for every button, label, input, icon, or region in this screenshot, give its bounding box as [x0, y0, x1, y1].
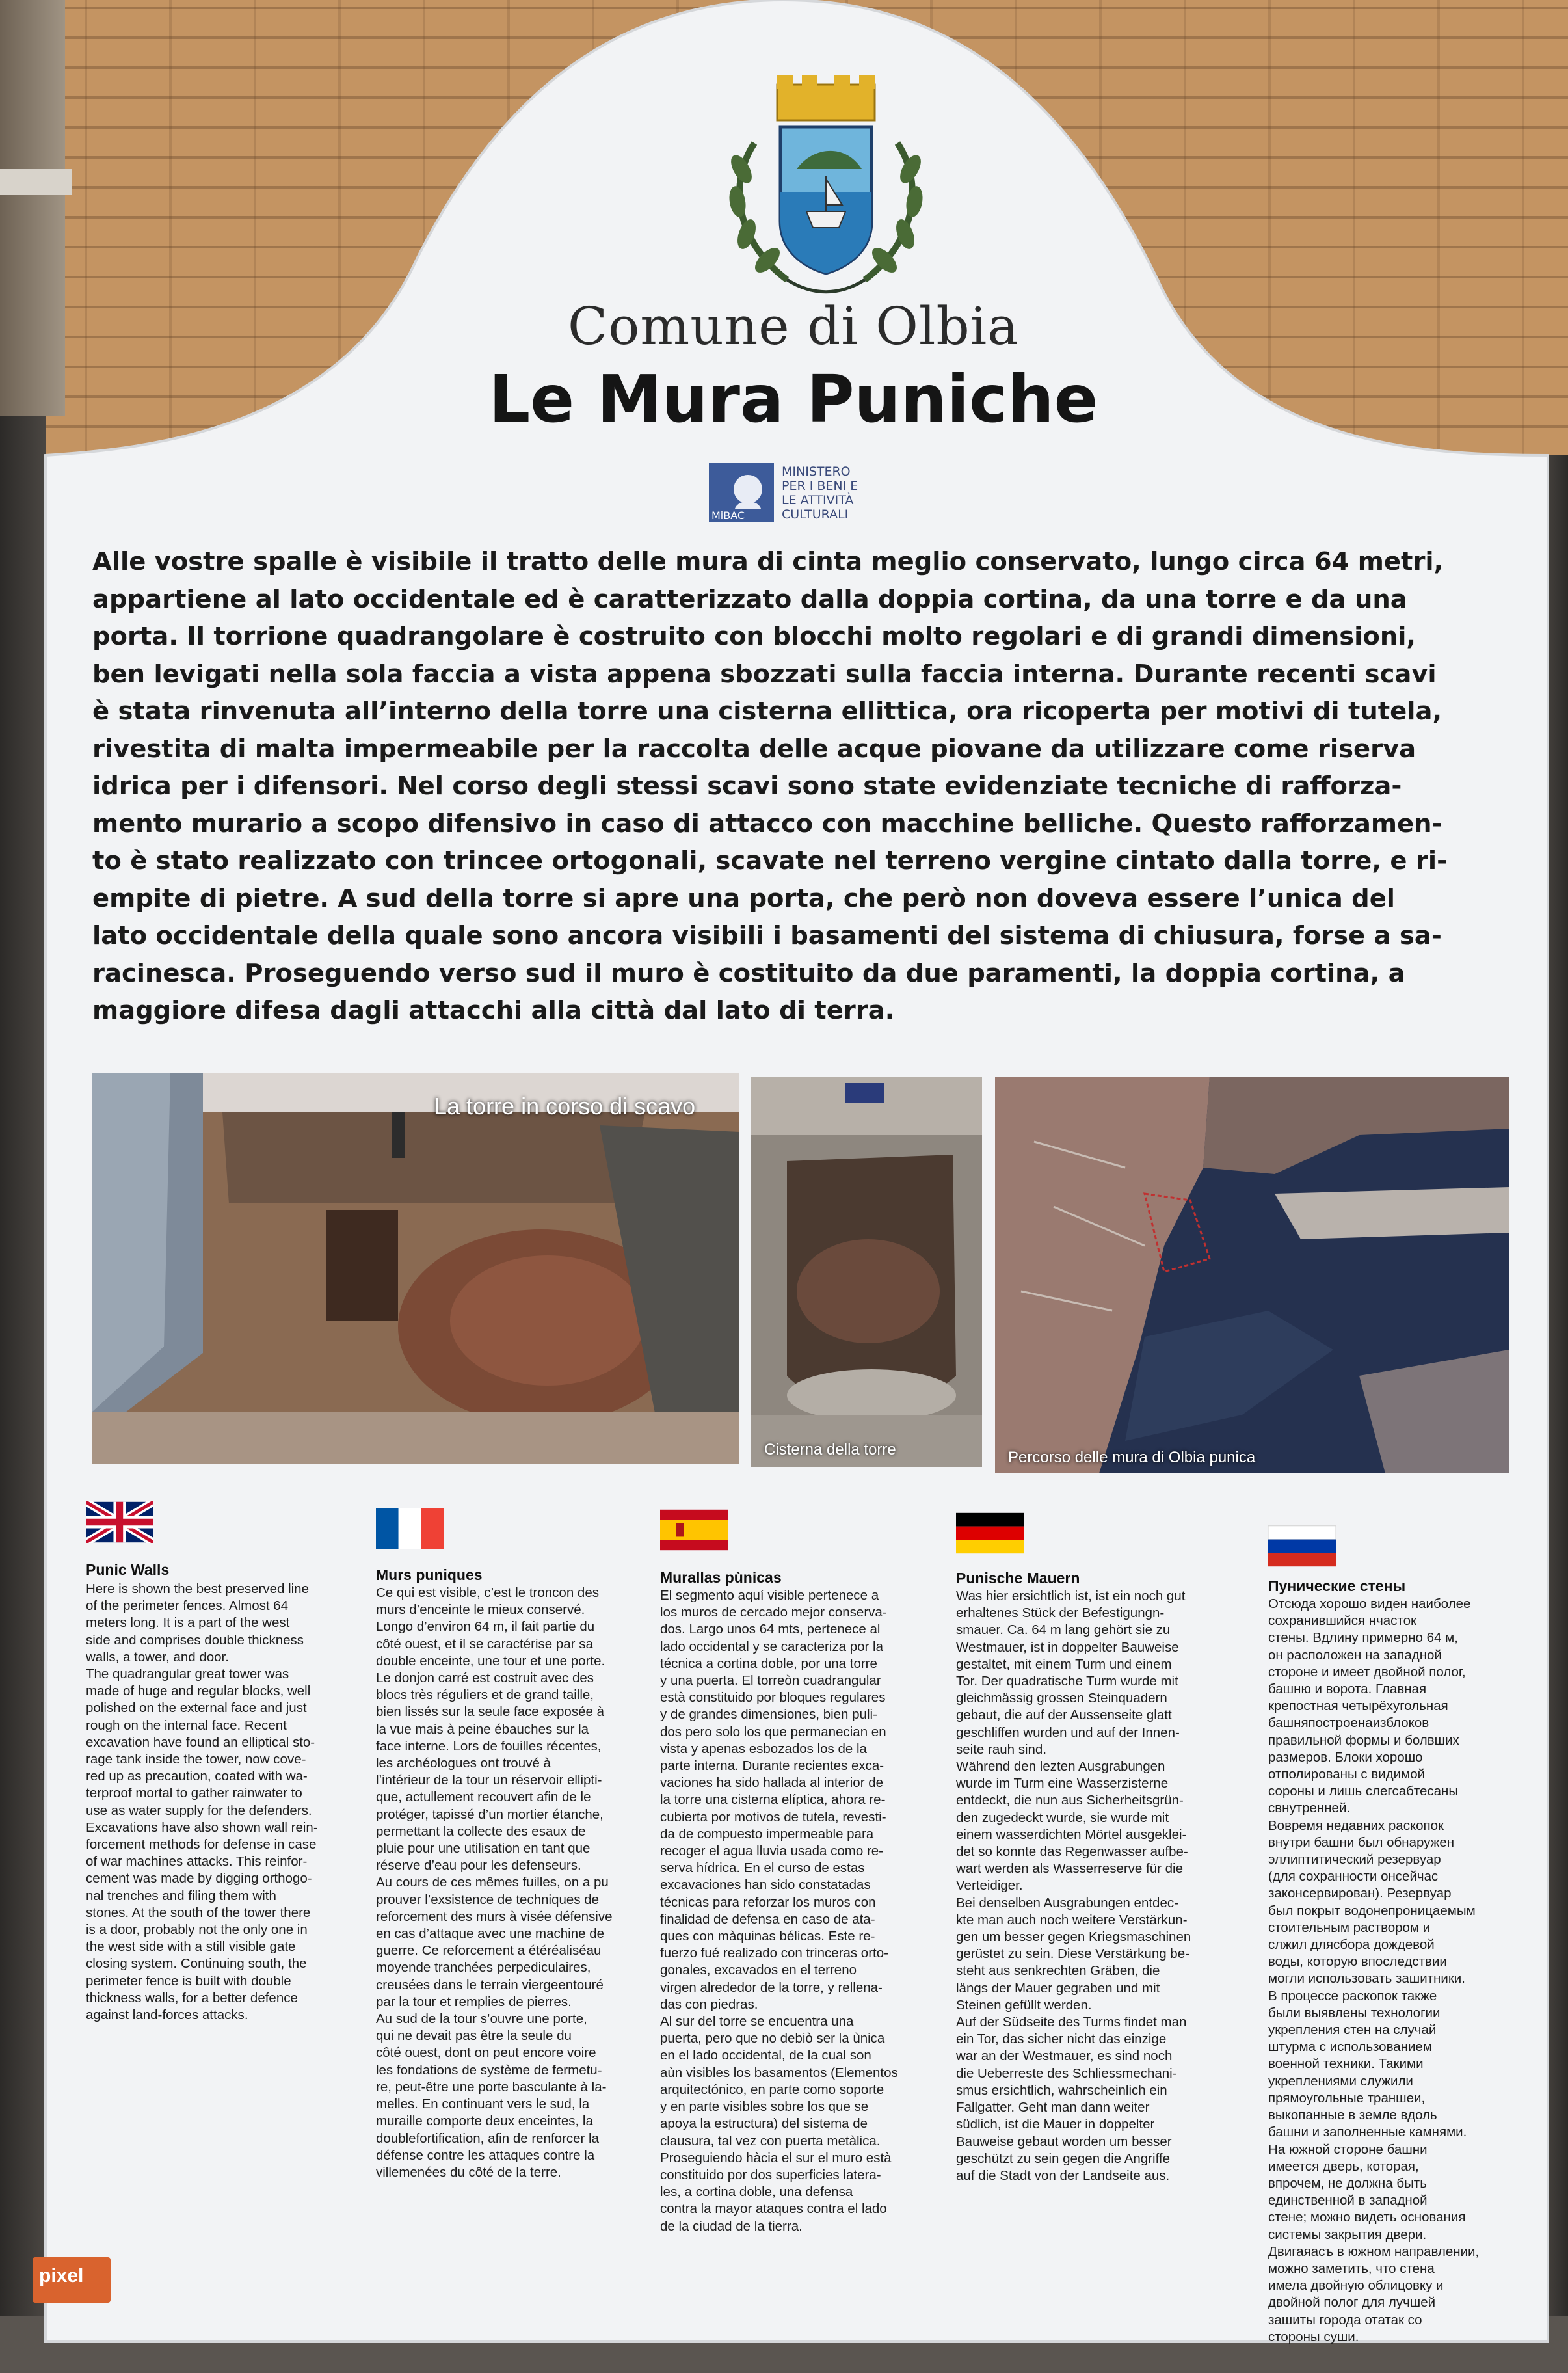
column-text: Ce qui est visible, c’est le troncon des murs d’enceinte le mieux conservé. Longo d’environ 64 m, il fait partie du côté ouest, et il se caractérise par sa double enceinte, une tour et une porte. Le donjon carré est costruit avec des blocs très réguliers et de grand taille, bien lissés sur la seule face exposée à la vue mais à peine ébauches sur la face interne. Lors de fouilles récentes, les archéologues ont trouvé à l’intérieur de la tour un réservoir ellipti- que, actullement recouvert afin de le protéger, tapissé d’un mortier étanche, permettant la collecte des esaux de pluie pour une utilisation en tant que réserve d’eau pour les defenseurs. Au cours de ces mêmes fuilles, on a pu prouver l’exsistence de techniques de reforcement des murs à visée défensive en cas d’attaque avec une machine de guerre. Ce reforcement a étéréaliséau moyende tranchées perpediculaires, creusées dans le terrain viergeentouré par la tour et remplies de pierres. Au sud de la tour s’ouvre une porte, qui ne devait pas être la seule du côté ouest, dont on peut encore voire les fondations de système de fermetu- re, peut-être une porte basculante à la- melles. En continuant vers le sud, la muraille comporte deux enceintes, la doublefortification, afin de renforcer la défense contre les attaques contre la villemenées du côté de la terre.	[376, 1585, 613, 2180]
ministero-text	[782, 464, 925, 522]
column-title: Murallas pùnicas	[660, 1569, 782, 1586]
photo-tower-excavation	[92, 1073, 739, 1464]
column-text: Was hier ersichtlich ist, ist ein noch gut erhaltenes Stück der Befestigungn- smauer. Ca. 64 m lang gehört sie zu Westmauer, ist in doppelter Bauweise gestaltet, mit einem Turm und einem Tor. Der quadratische Turm wurde mit gleichmässig grossen Steinquadern gebaut, die auf der Aussenseite glatt geschliffen wurden und auf der Innen- seite rauh sind. Während den lezten Ausgrabungen wurde im Turm eine Wasserzisterne entdeckt, die nun aus Sicherheitsgrün- den zugedeckt wurde, sie wurde mit einem wasserdichten Mörtel ausgeklei- det so konnte das Regenwasser aufbe- wart werden als Wasserreserve für die Verteidiger. Bei denselben Ausgrabungen entdec- kte man auch noch weitere Verstärkun- gen um besser gegen Kriegsmaschinen gerüstet zu sein. Diese Verstärkung be- steht aus senkrechten Gräben, die längs der Mauer gegraben und mit Steinen gefüllt werden. Auf der Südseite des Turms findet man ein Tor, das sicher nicht das einzige war an der Westmauer, es sind noch die Ueberreste des Schliessmechani- smus ersichtlich, wahrscheinlich ein Fallgatter. Geht man dann weiter südlich, ist die Mauer in doppelter Bauweise gebaut worden um besser geschützt zu sein gegen die Angriffe auf die Stadt von der Landseite aus.	[956, 1589, 1191, 2183]
column-text: El segmento aquí visible pertenece a los muros de cercado mejor conserva- dos. Largo unos 64 mts, pertenece al lado occidental y se caracteriza por la técnica a cortina doble, por una torre y una puerta. El torreòn cuadrangular està constituido por bloques regulares y de grandes dimensiones, bien puli- dos pero solo los que permanecian en vista y apenas esbozados los de la parte interna. Durante recientes exca- vaciones ha sido hallada al interior de la torre una cisterna elíptica, ahora re- cubierta por motivos de tutela, revesti- da de compuesto impermeable para recoger el agua lluvia usada como re- serva hídrica. En el curso de estas excavaciones han sido constatadas técnicas para reforzar los muros con finalidad de defensa en caso de ata- ques con màquinas bélicas. Este re- fuerzo fué realizado con trinceras orto- gonales, excavados en el terreno virgen alrededor de la torre, y rellena- das con piedras. Al sur del torre se encuentra una puerta, pero que no debiò ser la ùnica en el lado occidental, de la cual son aùn visibles los basamentos (Elementos arquitectónico, en parte como soporte y en parte visibles sobre los que se apoya la estructura) del sistema de clausura, tal vez con puerta metàlica. Proseguiendo hàcia el sur el muro està constituido por dos superficies latera- les, a cortina doble, una defensa contra la mayor ataques contra el lado de la ciudad de la tierra.	[660, 1588, 898, 2234]
spain-flag-icon	[660, 1509, 728, 1551]
ministero-line: PER I BENI E	[782, 479, 858, 493]
aerial-map-image	[995, 1077, 1509, 1473]
column-title: Пунические стены	[1268, 1577, 1406, 1594]
column-title: Punic Walls	[86, 1561, 170, 1578]
sign-content	[39, 0, 1548, 2342]
pixel-badge: pixel	[33, 2257, 111, 2303]
photo-cistern	[751, 1077, 982, 1467]
russia-flag-icon	[1268, 1525, 1336, 1567]
ministero-line: LE ATTIVITÀ	[782, 493, 854, 507]
page-title: Le Mura Puniche	[488, 361, 1098, 437]
intro-paragraph: Alle vostre spalle è visibile il tratto delle mura di cinta meglio conservato, lungo circa 64 metri, appartiene al lato occidentale ed è caratterizzato dalla doppia cortina, da una torre e da una porta. Il torrione quadrangolare è costruito con blocchi molto regolari e di grandi dimensioni, ben levigati nella sola faccia a vista appena sbozzati sulla faccia interna. Durante recenti scavi è stata rinvenuta all’interno della torre una cisterna ellittica, ora ricoperta per motivi di tutela, rivestita di malta impermeabile per la raccolta delle acque piovane da utilizzare come riserva idrica per i difensori. Nel corso degli stessi scavi sono state evidenziate tecniche di rafforza- mento murario a scopo difensivo in caso di attacco con macchine belliche. Questo rafforzamen- to è stato realizzato con trincee ortogonali, scavate nel terreno vergine cintato dalla torre, e ri- empite di pietre. A sud della torre si apre una porta, che però non doveva essere l’unica del lato occidentale della quale sono ancora visibili i basamenti del sistema di chiusura, forse a sa- racinesca. Proseguendo verso sud il muro è costituito da due paramenti, la doppia cortina, a maggiore difesa dagli attacchi alla città dal lato di terra.	[92, 547, 1448, 1025]
photo-caption: Cisterna della torre	[764, 1441, 896, 1458]
olbia-coat-of-arms-icon	[715, 72, 937, 306]
france-flag-icon	[376, 1508, 444, 1549]
uk-flag-icon	[86, 1501, 153, 1543]
excavation-image	[92, 1073, 739, 1464]
photo-caption: Percorso delle mura di Olbia punica	[1008, 1449, 1256, 1466]
photo-caption: La torre in corso di scavo	[434, 1093, 696, 1119]
ministero-line: CULTURALI	[782, 507, 849, 522]
ministero-logo	[709, 463, 917, 522]
mibac-logo-text: MiBAC	[711, 509, 745, 522]
column-title: Murs puniques	[376, 1566, 483, 1583]
cistern-image	[751, 1077, 982, 1467]
column-title: Punische Mauern	[956, 1570, 1080, 1587]
germany-flag-icon	[956, 1512, 1024, 1554]
ministero-line: MINISTERO	[782, 464, 851, 479]
column-text: Отсюда хорошо виден наиболее сохранившийся нчасток стены. Вдлину примерно 64 м, он расположен на западной стороне и имеет двойной полог, башню и ворота. Главная крепостная четырёхугольная башняпостроенаизблоков правильной формы и болвших размеров. Блоки хорошо отполированы с видимой сороны и лишь слегсабтесаны свнутренней. Вовремя недавних раскопок внутри башни был обнаружен эллиптитический резервуар (для сохранности онсейчас законсервирован). Резервуар был покрыт водонепроницаемым стоительным раствором и слжил длясбора дождевой воды, которую впоследствии могли использовать зашитники. В процессе раскопок также были выявлены технологии укрепления стен на случай штурма с использованием военной техники. Такими укреплениями служили прямоугольные траншеи, выкопанные в земле вдоль башни и заполненные камнями. На южной стороне башни имеется дверь, которая, впрочем, не должна быть единственной в западной стене; можно видеть основания системы закрытия двери. Двигаяасъ в южном направлении, можно заметить, что стена имела двойную облицовку и двойной полог для лучшей зашиты города отатак со стороны суши.	[1268, 1596, 1480, 2344]
column-text: Here is shown the best preserved line of the perimeter fences. Almost 64 meters long. It is a part of the west side and comprises double thickness walls, a tower, and door. The quadrangular great tower was made of huge and regular blocks, well polished on the external face and just rough on the internal face. Recent excavation have found an elliptical sto- rage tank inside the tower, now cove- red up as precaution, coated with wa- terproof mortal to gather rainwater to use as water supply for the defenders. Excavations have also shown wall rein- forcement methods for defense in case of war machines attacks. This reinfor- cement was made by digging orthogo- nal trenches and filing them with stones. At the south of the tower there is a door, probably not the only one in the west side with a still visible gate closing system. Continuing south, the perimeter fence is built with double thickness walls, for a better defence against land-forces attacks.	[86, 1581, 318, 2023]
comune-title: Comune di Olbia	[568, 296, 1019, 356]
photo-aerial-map	[995, 1077, 1509, 1473]
mibac-logo-icon	[709, 463, 774, 522]
